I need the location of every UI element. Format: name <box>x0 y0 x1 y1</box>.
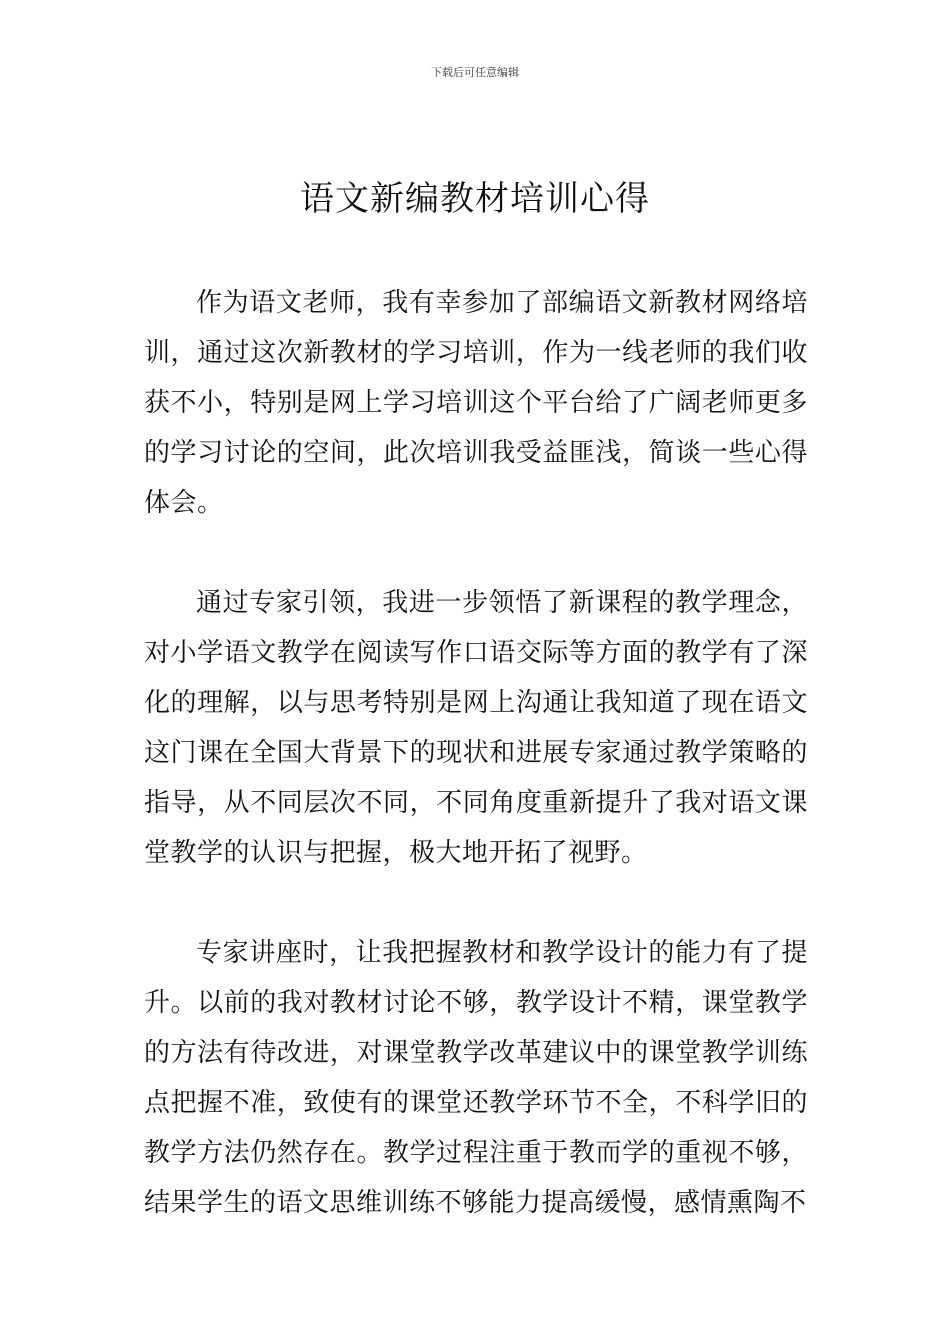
paragraph-2: 通过专家引领，我进一步领悟了新课程的教学理念，对小学语文教学在阅读写作口语交际等方面的教学有了深化的理解，以与思考特别是网上沟通让我知道了现在语文这门课在全国大背景下的现状和进展专家通过教学策略的指导，从不同层次不同，不同角度重新提升了我对语文课堂教学的认识与把握，极大地开拓了视野。 <box>144 588 808 868</box>
document-title: 语文新编教材培训心得 <box>300 179 650 219</box>
paragraph-3: 专家讲座时，让我把握教材和教学设计的能力有了提升。以前的我对教材讨论不够，教学设计不精，课堂教学的方法有待改进，对课堂教学改革建议中的课堂教学训练点把握不准，致使有的课堂还教学环节不全，不科学旧的教学方法仍然存在。教学过程注重于教而学的重视不够，结果学生的语文思维训练不够能力提高缓慢，感情熏陶不 <box>144 938 808 1218</box>
header-note: 下载后可任意编辑 <box>431 66 519 79</box>
paragraph-1: 作为语文老师，我有幸参加了部编语文新教材网络培训，通过这次新教材的学习培训，作为一线老师的我们收获不小，特别是网上学习培训这个平台给了广阔老师更多的学习讨论的空间，此次培训我受益匪浅，简谈一些心得体会。 <box>144 288 808 518</box>
document-body <box>144 278 808 1278</box>
